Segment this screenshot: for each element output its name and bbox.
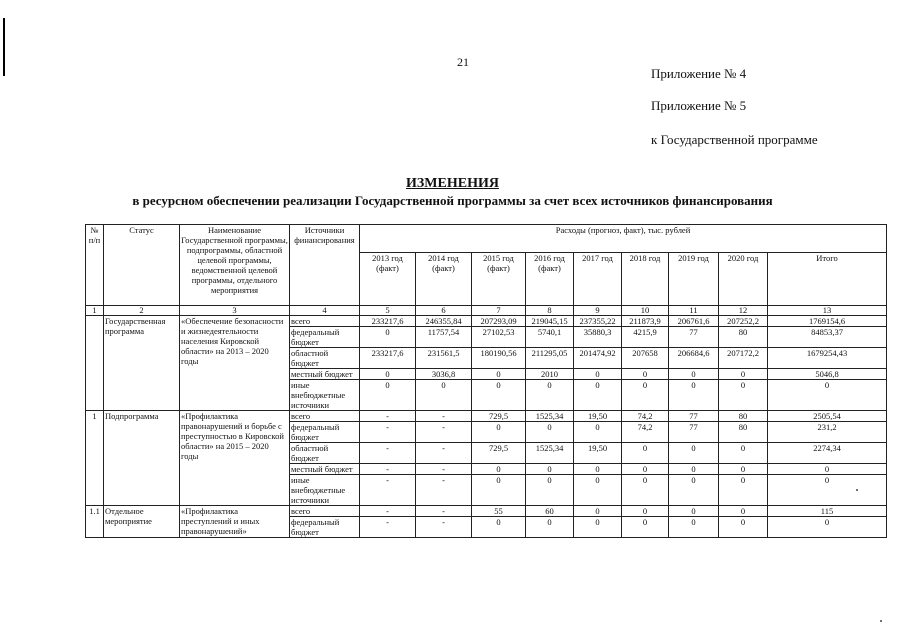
amount-cell: 201474,92 [574,348,622,369]
amount-cell: 180190,56 [472,348,526,369]
amount-cell: 0 [719,506,768,517]
amount-cell: 233217,6 [360,348,416,369]
amount-cell: 207293,09 [472,316,526,327]
column-number: 8 [526,306,574,316]
funding-source: всего [290,316,360,327]
amount-cell: 5740,1 [526,327,574,348]
amount-cell: 0 [622,380,669,411]
amount-cell: 80 [719,327,768,348]
amount-cell: 0 [472,464,526,475]
document-title: ИЗМЕНЕНИЯ [406,176,499,191]
amount-cell: - [360,475,416,506]
amount-cell: 84853,37 [768,327,887,348]
amount-cell: - [416,443,472,464]
amount-cell: 1679254,43 [768,348,887,369]
row-status: Отдельное мероприятие [104,506,180,538]
header-year: 2015 год (факт) [472,252,526,305]
amount-cell: 2274,34 [768,443,887,464]
amount-cell: 0 [719,517,768,538]
funding-source: областной бюджет [290,443,360,464]
amount-cell: 74,2 [622,422,669,443]
amount-cell: 0 [574,369,622,380]
amount-cell: 0 [360,327,416,348]
amount-cell: 0 [360,369,416,380]
column-number: 6 [416,306,472,316]
amount-cell: - [416,422,472,443]
amount-cell: 0 [526,464,574,475]
amount-cell: 0 [622,517,669,538]
funding-source: местный бюджет [290,369,360,380]
appendix-line-1: Приложение № 4 [651,66,747,81]
amount-cell: 74,2 [622,411,669,422]
amount-cell: 0 [669,464,719,475]
row-name: «Обеспечение безопасности и жизнедеятельности населения Кировской области» на 2013 – 2020 годы [180,316,290,411]
resources-table [85,224,887,538]
amount-cell: 0 [669,506,719,517]
amount-cell: 0 [669,517,719,538]
table-row [86,316,887,327]
document-subtitle: в ресурсном обеспечении реализации Государственной программы за счет всех источников финансирования [132,193,773,208]
amount-cell: 115 [768,506,887,517]
amount-cell: 246355,84 [416,316,472,327]
header-year: 2020 год [719,252,768,305]
amount-cell: 0 [768,517,887,538]
column-number: 12 [719,306,768,316]
amount-cell: 1525,34 [526,443,574,464]
amount-cell: 55 [472,506,526,517]
amount-cell: 0 [669,369,719,380]
amount-cell: 35880,3 [574,327,622,348]
amount-cell: 0 [622,464,669,475]
header-expenses: Расходы (прогноз, факт), тыс. рублей [360,225,887,253]
amount-cell: 211295,05 [526,348,574,369]
amount-cell: 0 [768,464,887,475]
header-year: 2019 год [669,252,719,305]
amount-cell: 207658 [622,348,669,369]
amount-cell: - [416,506,472,517]
column-number: 10 [622,306,669,316]
column-number: 11 [669,306,719,316]
header-year: Итого [768,252,887,305]
amount-cell: 0 [526,475,574,506]
header-year: 2017 год [574,252,622,305]
amount-cell: 206684,6 [669,348,719,369]
amount-cell: 2505,54 [768,411,887,422]
amount-cell: 0 [719,475,768,506]
amount-cell: 0 [719,443,768,464]
amount-cell: 4215,9 [622,327,669,348]
row-number: 1.1 [86,506,104,538]
amount-cell: 0 [526,517,574,538]
amount-cell: 77 [669,411,719,422]
amount-cell: 11757,54 [416,327,472,348]
row-status: Государственная программа [104,316,180,411]
amount-cell: 5046,8 [768,369,887,380]
appendix-line-3: к Государственной программе [651,132,818,147]
header-year: 2016 год (факт) [526,252,574,305]
amount-cell: 0 [526,422,574,443]
amount-cell: 0 [669,380,719,411]
amount-cell: 0 [622,475,669,506]
amount-cell: 0 [768,475,887,506]
amount-cell: 0 [574,380,622,411]
amount-cell: 0 [669,443,719,464]
amount-cell: 1769154,6 [768,316,887,327]
amount-cell: - [360,517,416,538]
amount-cell: 0 [472,517,526,538]
funding-source: федеральный бюджет [290,327,360,348]
column-number: 7 [472,306,526,316]
amount-cell: 80 [719,422,768,443]
funding-source: местный бюджет [290,464,360,475]
row-name: «Профилактика преступлений и иных правонарушений» [180,506,290,538]
amount-cell: 0 [719,380,768,411]
amount-cell: 233217,6 [360,316,416,327]
amount-cell: 207172,2 [719,348,768,369]
amount-cell: 2010 [526,369,574,380]
appendix-line-2: Приложение № 5 [651,98,747,113]
row-number: 1 [86,411,104,506]
funding-source: иные внебюджетные источники [290,475,360,506]
amount-cell: 237355,22 [574,316,622,327]
amount-cell: 0 [574,422,622,443]
amount-cell: 0 [526,380,574,411]
funding-source: всего [290,506,360,517]
row-name: «Профилактика правонарушений и борьбе с преступностью в Кировской области» на 2015 – 2020 годы [180,411,290,506]
page-edge-rule [3,18,5,76]
amount-cell: 0 [472,380,526,411]
funding-source: федеральный бюджет [290,517,360,538]
amount-cell: 0 [622,506,669,517]
amount-cell: 219045,15 [526,316,574,327]
amount-cell: 207252,2 [719,316,768,327]
amount-cell: 80 [719,411,768,422]
amount-cell: 0 [669,475,719,506]
amount-cell: 0 [574,464,622,475]
row-status: Подпрограмма [104,411,180,506]
amount-cell: 0 [622,443,669,464]
amount-cell: 0 [574,517,622,538]
column-number: 1 [86,306,104,316]
amount-cell: - [416,411,472,422]
funding-source: иные внебюджетные источники [290,380,360,411]
amount-cell: - [416,517,472,538]
amount-cell: 19,50 [574,443,622,464]
amount-cell: - [360,443,416,464]
amount-cell: - [416,464,472,475]
row-number [86,316,104,411]
header-year: 2013 год (факт) [360,252,416,305]
scan-speck [856,489,858,491]
header-year: 2018 год [622,252,669,305]
column-number: 5 [360,306,416,316]
amount-cell: 0 [768,380,887,411]
header-source: Источники финансирования [290,225,360,306]
funding-source: областной бюджет [290,348,360,369]
amount-cell: 0 [622,369,669,380]
amount-cell: 19,50 [574,411,622,422]
amount-cell: 0 [719,464,768,475]
amount-cell: 0 [360,380,416,411]
table-body [86,316,887,538]
scan-speck [880,620,882,622]
amount-cell: 0 [472,475,526,506]
amount-cell: 211873,9 [622,316,669,327]
column-number: 4 [290,306,360,316]
amount-cell: 231,2 [768,422,887,443]
amount-cell: 77 [669,422,719,443]
amount-cell: 0 [416,380,472,411]
header-num: № п/п [86,225,104,306]
amount-cell: - [360,422,416,443]
header-status: Статус [104,225,180,306]
column-number: 2 [104,306,180,316]
column-number: 9 [574,306,622,316]
header-year: 2014 год (факт) [416,252,472,305]
amount-cell: 231561,5 [416,348,472,369]
amount-cell: 60 [526,506,574,517]
amount-cell: 0 [472,369,526,380]
amount-cell: 729,5 [472,411,526,422]
amount-cell: - [360,464,416,475]
amount-cell: 729,5 [472,443,526,464]
amount-cell: - [360,411,416,422]
table-row [86,506,887,517]
amount-cell: - [416,475,472,506]
column-number: 3 [180,306,290,316]
funding-source: федеральный бюджет [290,422,360,443]
amount-cell: 3036,8 [416,369,472,380]
amount-cell: 0 [574,475,622,506]
funding-source: всего [290,411,360,422]
amount-cell: 0 [472,422,526,443]
amount-cell: 206761,6 [669,316,719,327]
amount-cell: 0 [719,369,768,380]
amount-cell: 0 [574,506,622,517]
table-row [86,411,887,422]
header-name: Наименование Государственной программы, подпрограммы, областной целевой программы, ведомственной целевой программы, отдельного мероприятия [180,225,290,306]
amount-cell: 77 [669,327,719,348]
amount-cell: 27102,53 [472,327,526,348]
page-number: 21 [457,55,469,69]
amount-cell: - [360,506,416,517]
column-numbers-row [86,306,887,316]
amount-cell: 1525,34 [526,411,574,422]
column-number: 13 [768,306,887,316]
